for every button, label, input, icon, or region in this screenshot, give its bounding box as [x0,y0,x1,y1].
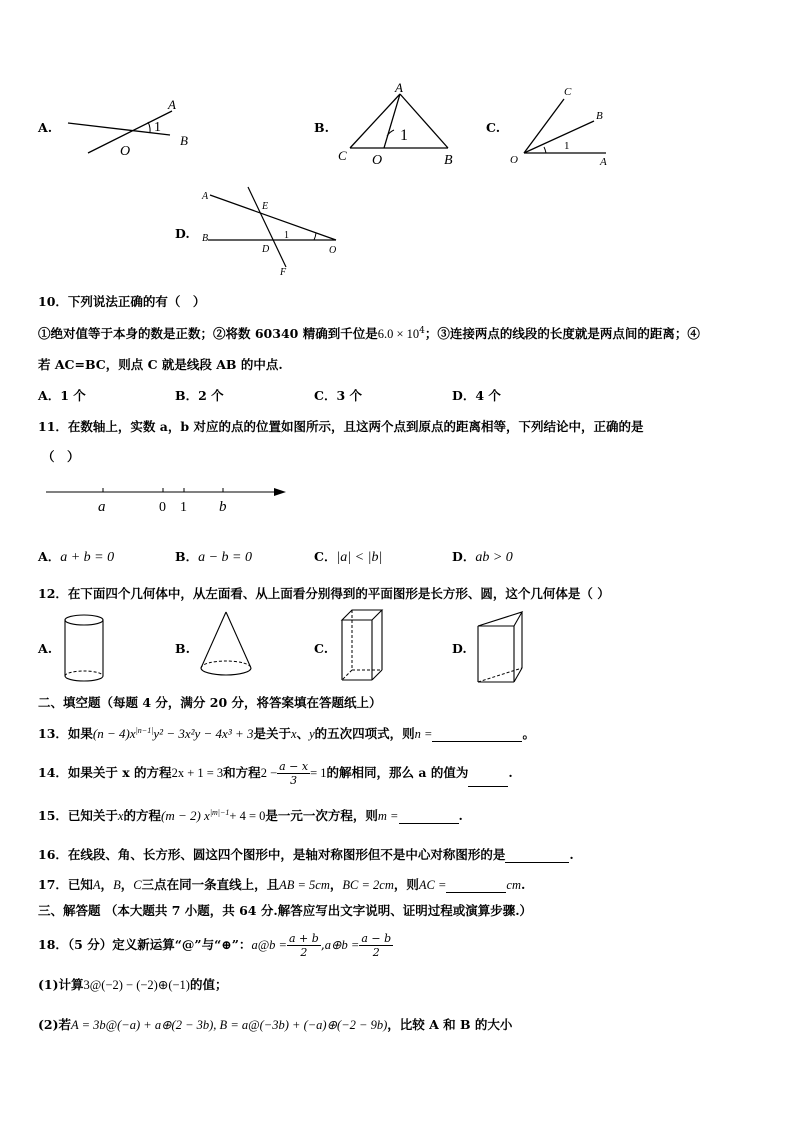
q18-part-2 [38,1015,512,1033]
q14-denominator: 3 [290,774,298,787]
fig-a-point-a: A [168,97,176,112]
q15-post: 是一元一次方程，则 [265,808,378,823]
fig-c-point-c: C [564,86,572,98]
fig-c-point-b: B [596,110,603,122]
q9-option-b-label: B. [314,120,329,135]
q17-pre: 17．已知 [38,877,93,892]
q11-option-d [452,547,513,566]
q17-ac: AC = [418,878,447,892]
q14-eq1: 2x + 1 = 3 [171,766,224,780]
q18-def1: a@b = [251,938,287,952]
q12-option-d-label: D. [452,641,467,656]
q10-option-a: A．1 个 [38,388,86,403]
q13-answer-blank[interactable] [432,741,522,742]
axis-label-b: b [219,499,227,515]
q11-option-a [38,547,114,566]
q17-bc: BC = 2cm [342,878,394,892]
q17-answer-blank[interactable] [446,892,506,893]
axis-label-a: a [98,499,106,515]
q14-mid: 和方程 [223,765,261,780]
fig-c-angle-1: 1 [564,140,570,152]
q10-line1 [38,324,700,342]
q15-line [38,806,463,824]
fig-b-point-c: C [338,148,347,163]
q15-exponent: |m|−1 [209,807,230,817]
rectangular-prism-figure [338,606,388,686]
q14-numerator: a − x [279,760,309,773]
q11-number-line [40,480,300,520]
q14-end: . [508,765,513,780]
q9-option-c-label: C. [486,120,501,135]
q11-option-c [314,547,382,566]
fig-b-point-a: A [395,80,403,95]
q13-expr2: y² − 3x²y − 4x³ + 3 [153,726,254,741]
q18-part-2-expr: A = 3b@(−a) + a⊕(2 − 3b), B = a@(−3b) + (−a)⊕(−2 − 9b) [71,1018,388,1032]
q18-denominator-1: 2 [300,946,308,959]
fig-d-point-b: B [202,233,209,244]
q9-figure-b [336,80,466,170]
q13-post: 的五次四项式，则 [314,726,415,741]
q9-figure-c [508,85,618,170]
q15-expr2: + 4 = 0 [229,809,266,823]
q11-option-b-letter: B． [175,549,199,564]
q14-line [38,760,513,787]
q9-figure-a [60,95,200,165]
cone-figure [196,608,256,688]
q13-expr: (n − 4)x [92,726,136,741]
fig-d-point-o: O [329,245,337,256]
fig-d-point-a: A [202,191,209,202]
q14-answer-blank[interactable] [468,786,508,787]
q10-line2: 若 AC=BC，则点 C 就是线段 AB 的中点. [38,357,283,372]
fig-a-point-o: O [120,144,131,159]
q17-unit: cm [506,878,521,892]
q13-var-n: n = [414,727,433,741]
q15-end: . [458,808,463,823]
q17-end: . [521,877,526,892]
q9-figure-d [198,185,348,280]
q17-point-b: B [113,878,121,892]
fig-b-point-b: B [444,153,453,168]
q17-mid: 三点在同一条直线上，且 [141,877,280,892]
q18-fraction-1 [287,932,321,959]
q18-part-1 [38,975,227,993]
q11-option-d-expr: ab > 0 [475,550,513,565]
q13-exponent: |n−1| [135,725,154,735]
q15-var-x: x [117,809,124,823]
q18-part-2-label: (2)若 [38,1017,72,1032]
q10-option-c: C．3 个 [314,388,362,403]
q13-pre: 13．如果 [38,726,93,741]
q17-point-c: C [133,878,142,892]
q18-part-1-label: (1)计算 [38,977,84,992]
fig-d-point-f: F [280,267,287,278]
fig-a-point-b: B [180,133,188,148]
q15-mid: 的方程 [123,808,161,823]
q18-definition [38,932,393,959]
q11-option-b-expr: a − b = 0 [198,550,252,565]
q16-end: . [569,847,574,862]
fig-c-point-a: A [600,156,607,168]
fig-d-angle-1: 1 [284,230,289,241]
q18-pre: 18．（5 分）定义新运算“@”与“⊕”： [38,937,252,952]
triangular-prism-figure [474,606,528,686]
q18-def2: a⊕b = [324,938,360,952]
q14-pre: 14．如果关于 x 的方程 [38,765,172,780]
q14-eq2-a: 2 − [260,766,278,780]
q14-fraction [277,760,310,787]
q17-line: 17．已知A，B，C三点在同一条直线上，且AB = 5cm，BC = 2cm，则AC = cm. [38,877,526,892]
q15-pre: 15．已知关于 [38,808,118,823]
q12-option-a-label: A. [38,641,53,656]
q18-part-2-tail: ，比较 A 和 B 的大小 [387,1017,513,1032]
q10-exponent: 4 [419,325,425,336]
q11-option-a-letter: A． [38,549,61,564]
q18-denominator-2: 2 [372,946,380,959]
fig-d-point-e: E [262,201,269,212]
q16-line [38,845,574,863]
q18-numerator-2: a − b [361,932,392,945]
q17-ab: AB = 5cm [279,878,330,892]
fig-b-point-o: O [372,153,383,168]
q14-eq2-b: = 1 [310,766,327,780]
q13-var-y: y [309,727,315,741]
fig-b-angle-1: 1 [400,127,408,144]
q11-option-a-expr: a + b = 0 [60,550,115,565]
q15-answer-blank[interactable] [399,823,459,824]
q17-point-a: A [92,878,101,892]
q18-fraction-2 [359,932,393,959]
q18-part-1-tail: 的值； [189,977,228,992]
q9-option-d-label: D. [175,226,190,241]
q15-var-m: m = [377,809,399,823]
fig-d-point-d: D [262,244,270,255]
q10-option-d: D．4 个 [452,388,501,403]
q18-comma: , [320,937,325,952]
section-2-heading: 二、填空题（每题 4 分，满分 20 分，将答案填在答题纸上） [38,695,382,710]
q10-line1-part-b: ；③连接两点的线段的长度就是两点间的距离；④ [424,326,700,341]
cylinder-figure [60,610,110,688]
q16-text: 16．在线段、角、长方形、圆这四个图形中，是轴对称图形但不是中心对称图形的是 [38,847,506,862]
q11-option-c-expr: |a| < |b| [336,550,383,565]
q11-stem: 11．在数轴上，实数 a，b 对应的点的位置如图所示，且这两个点到原点的距离相等，下列结论中，正确的是 [38,419,644,434]
q10-line1-part-a: ①绝对值等于本身的数是正数；②将数 60340 精确到千位是 [38,326,378,341]
q11-option-c-letter: C． [314,549,337,564]
q13-mid: 是关于 [253,726,292,741]
q12-stem: 12．在下面四个几何体中，从左面看、从上面看分别得到的平面图形是长方形、圆，这个几何体是（ ） [38,586,610,601]
q10-option-b: B．2 个 [175,388,224,403]
section-3-heading: 三、解答题 （本大题共 7 小题，共 64 分.解答应写出文字说明、证明过程或演算步骤.） [38,903,533,918]
q14-post: 的解相同，那么 a 的值为 [326,765,469,780]
q11-option-d-letter: D． [452,549,476,564]
q13-sep: 、 [296,726,310,741]
q11-paren: （ ） [42,449,80,464]
q18-numerator-1: a + b [289,932,319,945]
q10-scientific-number: 6.0 × 10 [377,327,420,341]
q11-option-b [175,547,252,566]
axis-label-zero: 0 [159,500,166,515]
fig-c-point-o: O [510,154,518,166]
q17-then: ，则 [393,877,419,892]
q13-end: 。 [522,726,535,741]
q9-option-a-label: A. [38,120,53,135]
q13-var-x: x [291,727,297,741]
q12-option-b-label: B. [175,641,190,656]
q12-option-c-label: C. [314,641,329,656]
q18-part-1-expr: 3@(−2) − (−2)⊕(−1) [83,978,190,992]
fig-a-angle-1: 1 [154,120,161,135]
q16-answer-blank[interactable] [505,862,569,863]
q13-line [38,724,535,742]
q15-expr: (m − 2) x [160,808,210,823]
q10-stem: 10．下列说法正确的有（ ） [38,294,206,309]
axis-label-one: 1 [180,500,187,515]
